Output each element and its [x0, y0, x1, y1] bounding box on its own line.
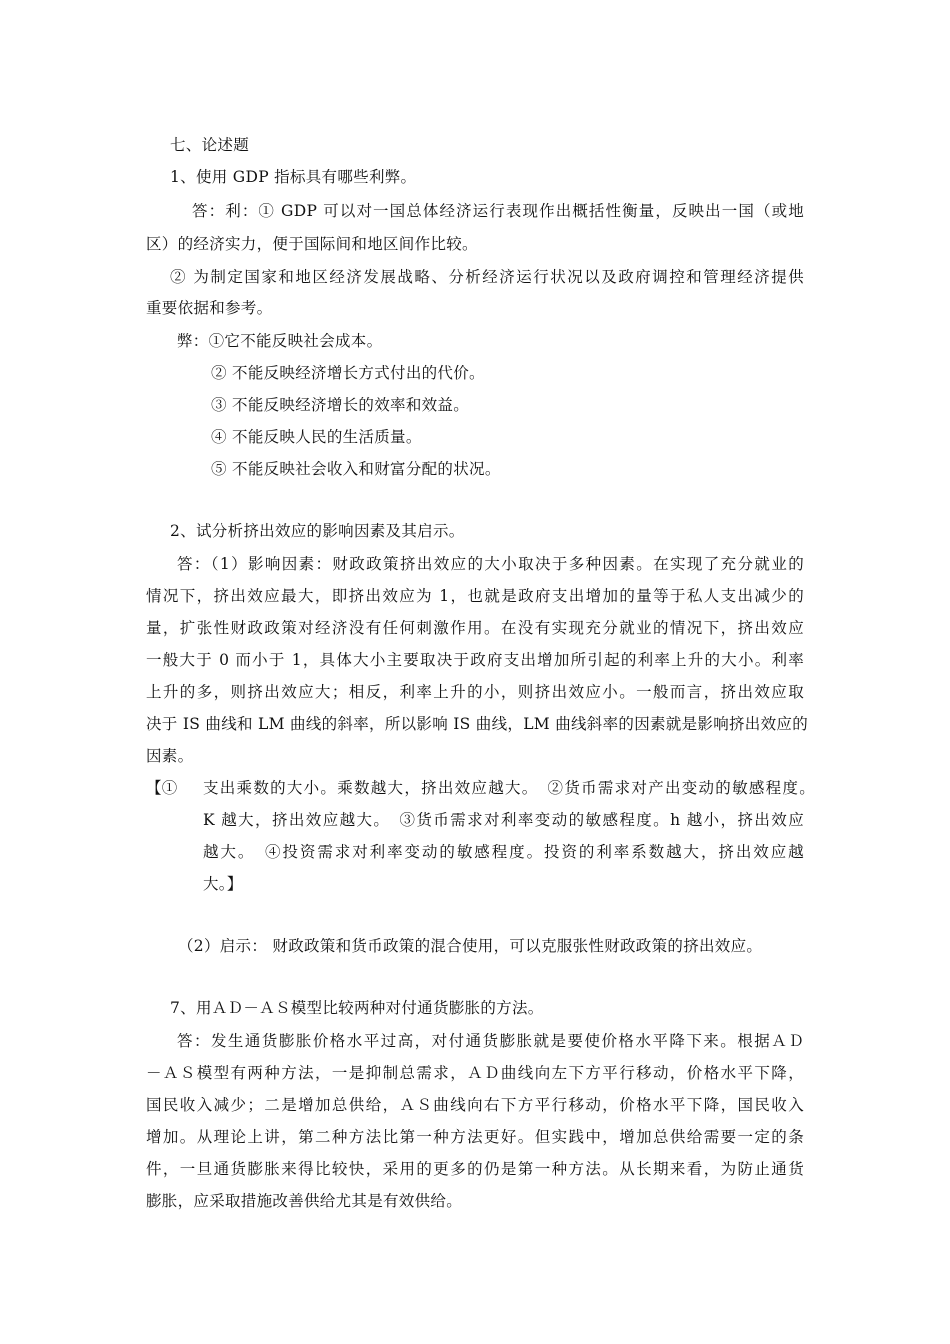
q7-ans-line: 件，一旦通货膨胀来得比较快，采用的更多的仍是第一种方法。从长期来看，为防止通货 [146, 1160, 804, 1178]
q1-adv2-line1: ② 为制定国家和地区经济发展战略、分析经济运行状况以及政府调控和管理经济提供 [170, 268, 804, 286]
q2-ans-line: 量，扩张性财政政策对经济没有任何刺激作用。在没有实现充分就业的情况下，挤出效应 [146, 619, 804, 637]
q2-ans-line: 一般大于 0 而小于 1，具体大小主要取决于政府支出增加所引起的利率上升的大小。利率 [146, 651, 804, 669]
q7-ans-line: 答：发生通货膨胀价格水平过高，对付通货膨胀就是要使价格水平降下来。根据ＡＤ [177, 1032, 804, 1050]
section-heading: 七、论述题 [170, 136, 250, 154]
q7-ans-line: －ＡＳ模型有两种方法，一是抑制总需求，ＡＤ曲线向左下方平行移动，价格水平下降， [146, 1064, 804, 1082]
q7-ans-line: 国民收入减少；二是增加总供给，ＡＳ曲线向右下方平行移动，价格水平下降，国民收入 [146, 1096, 804, 1114]
q1-adv-line2: 区）的经济实力，便于国际间和地区间作比较。 [146, 235, 478, 253]
q2-title: 2、试分析挤出效应的影响因素及其启示。 [170, 522, 465, 540]
q7-ans-line: 增加。从理论上讲，第二种方法比第一种方法更好。但实践中，增加总供给需要一定的条 [146, 1128, 804, 1146]
q2-ans-line: 决于 IS 曲线和 LM 曲线的斜率，所以影响 IS 曲线，LM 曲线斜率的因素就是影响挤出效应的 [146, 715, 809, 733]
q1-adv2-line2: 重要依据和参考。 [146, 299, 273, 317]
q2-bracket-line: 越大。 ④投资需求对利率变动的敏感程度。投资的利率系数越大，挤出效应越 [203, 843, 804, 861]
q1-dis-2: ② 不能反映经济增长方式付出的代价。 [211, 364, 485, 382]
q7-ans-line: 膨胀，应采取措施改善供给尤其是有效供给。 [146, 1192, 463, 1210]
q2-ans-line: 答：（1）影响因素：财政政策挤出效应的大小取决于多种因素。在实现了充分就业的 [177, 555, 804, 573]
q1-dis-5: ⑤ 不能反映社会收入和财富分配的状况。 [211, 460, 501, 478]
q1-dis-1: 弊：①它不能反映社会成本。 [177, 332, 383, 350]
q2-ans-line: 情况下，挤出效应最大，即挤出效应为 1，也就是政府支出增加的量等于私人支出减少的 [146, 587, 804, 605]
q2-bracket-line: K 越大，挤出效应越大。 ③货币需求对利率变动的敏感程度。h 越小，挤出效应 [203, 811, 804, 829]
q1-adv-line1: 答：利：① GDP 可以对一国总体经济运行表现作出概括性衡量，反映出一国（或地 [192, 202, 804, 220]
q2-insight: （2）启示： 财政政策和货币政策的混合使用，可以克服张性财政政策的挤出效应。 [178, 937, 763, 955]
q2-bracket-line: 大。】 [203, 875, 243, 893]
q1-title: 1、使用 GDP 指标具有哪些利弊。 [170, 168, 417, 186]
q2-bracket-marker: 【① [146, 779, 178, 797]
q7-title: 7、用ＡＤ－ＡＳ模型比较两种对付通货膨胀的方法。 [170, 999, 544, 1017]
q2-ans-line: 上升的多，则挤出效应大；相反，利率上升的小，则挤出效应小。一般而言，挤出效应取 [146, 683, 804, 701]
q2-ans-line: 因素。 [146, 747, 194, 765]
q1-dis-3: ③ 不能反映经济增长的效率和效益。 [211, 396, 470, 414]
q1-dis-4: ④ 不能反映人民的生活质量。 [211, 428, 422, 446]
q2-bracket-line: 支出乘数的大小。乘数越大，挤出效应越大。 ②货币需求对产出变动的敏感程度。 [203, 779, 815, 797]
